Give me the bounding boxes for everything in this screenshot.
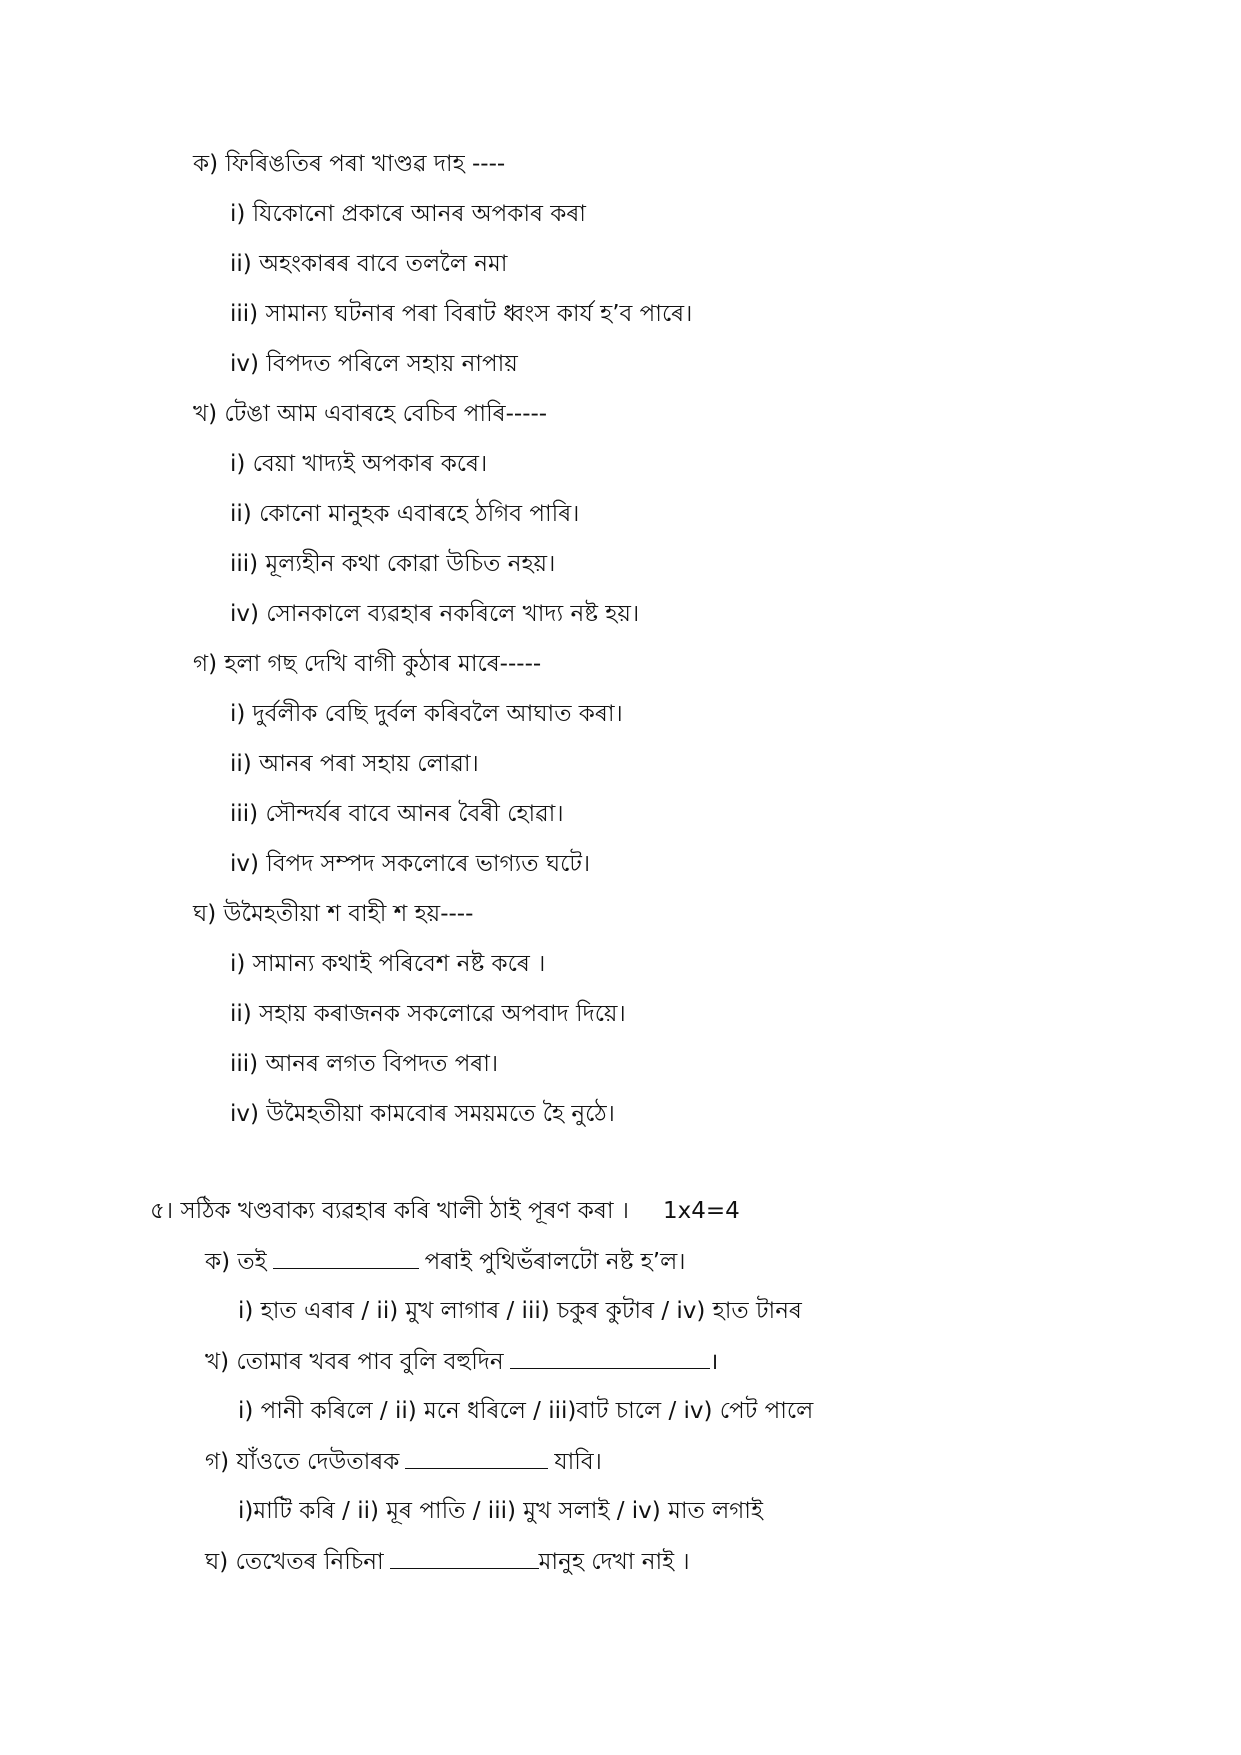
fill-options-kha: i) পানী কৰিলে / ii) মনে ধৰিলে / iii)বাট চালে / iv) পেট পালে (238, 1398, 814, 1424)
fill-ka-before: ক) তই (205, 1249, 267, 1275)
option-ga-iii: iii) সৌন্দৰ্যৰ বাবে আনৰ বৈৰী হোৱা। (230, 801, 564, 827)
option-ga-i: i) দুৰ্বলীক বেছি দুৰ্বল কৰিবলৈ আঘাত কৰা। (230, 701, 623, 727)
section-5-instruction: ৫। সঠিক খণ্ডবাক্য ব্যৱহাৰ কৰি খালী ঠাই পূৰণ কৰা । (150, 1198, 630, 1224)
question-ga-label: গ) হলা গছ দেখি বাগী কুঠাৰ মাৰে----- (193, 651, 542, 677)
question-ka-label: ক) ফিৰিঙতিৰ পৰা খাণ্ডৱ দাহ ---- (193, 151, 506, 177)
fill-gha-before: ঘ) তেখেতৰ নিচিনা (205, 1549, 384, 1575)
option-gha-ii: ii) সহায় কৰাজনক সকলোৱে অপবাদ দিয়ে। (230, 1001, 626, 1027)
question-kha-label: খ) টেঙা আম এবাৰহে বেচিব পাৰি----- (193, 401, 548, 427)
option-gha-iii: iii) আনৰ লগত বিপদত পৰা। (230, 1051, 499, 1077)
blank-ga (405, 1446, 548, 1469)
option-gha-iv: iv) উমৈহতীয়া কামবোৰ সময়মতে হৈ নুঠে। (230, 1101, 615, 1127)
blank-kha (510, 1346, 710, 1369)
blank-ka (273, 1246, 419, 1269)
option-ga-iv: iv) বিপদ সম্পদ সকলোৰে ভাগ্যত ঘটে। (230, 851, 591, 877)
section-5-heading (150, 1196, 740, 1226)
fill-ga-after: যাবি। (554, 1449, 602, 1475)
option-kha-iv: iv) সোনকালে ব্যৱহাৰ নকৰিলে খাদ্য নষ্ট হয়। (230, 601, 640, 627)
option-ka-iii: iii) সামান্য ঘটনাৰ পৰা বিৰাট ধ্বংস কাৰ্য হ’ব পাৰে। (230, 301, 693, 327)
fill-kha-after: । (709, 1349, 719, 1375)
option-ka-i: i) যিকোনো প্ৰকাৰে আনৰ অপকাৰ কৰা (230, 201, 586, 227)
fill-ga-before: গ) যাঁওতে দেউতাৰক (205, 1449, 400, 1475)
fill-ka-after: পৰাই পুথিভঁৰালটো নষ্ট হ’ল। (424, 1249, 686, 1275)
option-kha-iii: iii) মূল্যহীন কথা কোৱা উচিত নহয়। (230, 551, 556, 577)
option-ga-ii: ii) আনৰ পৰা সহায় লোৱা। (230, 751, 479, 777)
fill-options-ga: i)মাটি কৰি / ii) মূৰ পাতি / iii) মুখ সলাই / iv) মাত লগাই (238, 1498, 763, 1524)
option-ka-ii: ii) অহংকাৰৰ বাবে তললৈ নমা (230, 251, 508, 277)
fill-question-ga (205, 1446, 602, 1477)
fill-kha-before: খ) তোমাৰ খবৰ পাব বুলি বহুদিন (205, 1349, 504, 1375)
fill-question-gha (205, 1546, 690, 1577)
fill-options-ka: i) হাত এৰাৰ / ii) মুখ লাগাৰ / iii) চকুৰ কুটাৰ / iv) হাত টানৰ (238, 1298, 802, 1324)
fill-question-kha (205, 1346, 718, 1377)
option-ka-iv: iv) বিপদত পৰিলে সহায় নাপায় (230, 351, 518, 377)
option-gha-i: i) সামান্য কথাই পৰিবেশ নষ্ট কৰে । (230, 951, 546, 977)
option-kha-i: i) বেয়া খাদ্যই অপকাৰ কৰে। (230, 451, 488, 477)
marks-label: 1x4=4 (663, 1198, 740, 1224)
fill-question-ka (205, 1246, 685, 1277)
blank-gha (390, 1546, 539, 1569)
option-kha-ii: ii) কোনো মানুহক এবাৰহে ঠগিব পাৰি। (230, 501, 580, 527)
fill-gha-after: মানুহ দেখা নাই । (538, 1549, 690, 1575)
question-gha-label: ঘ) উমৈহতীয়া শ বাহী শ হয়---- (193, 901, 474, 927)
